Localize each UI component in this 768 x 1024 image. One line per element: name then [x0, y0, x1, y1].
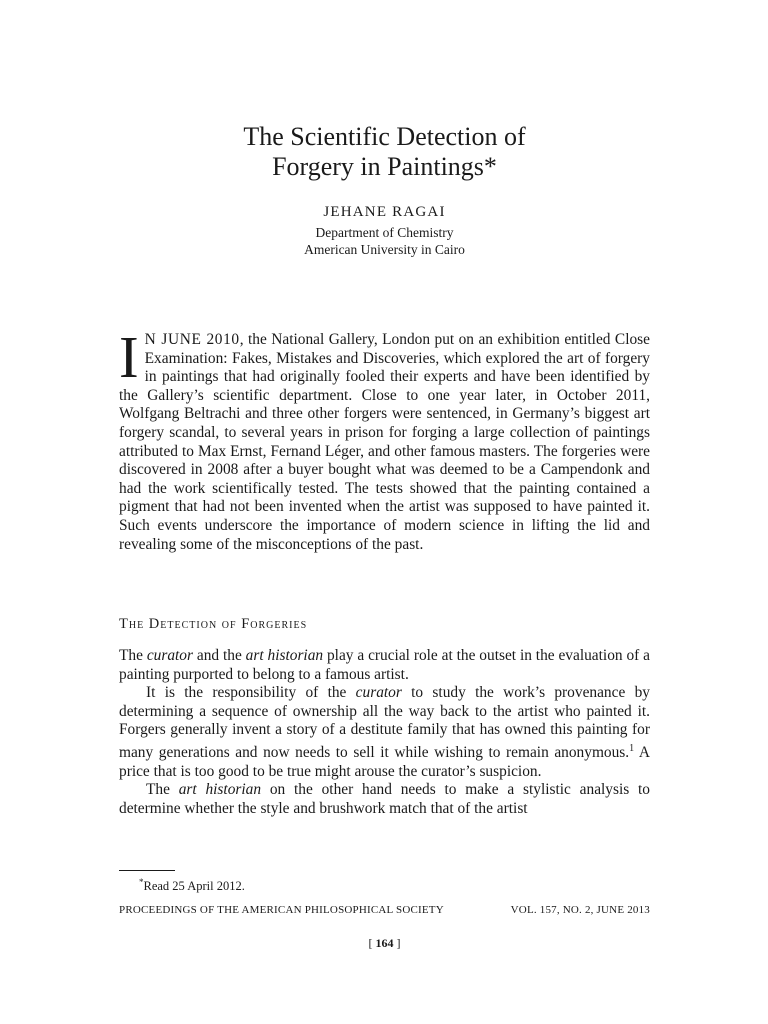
text-run: on the other hand needs to make a stylistic analysis to determine whether the style and brushwork match that of the artist [119, 781, 650, 817]
bracket-open: [ [368, 936, 376, 950]
footnote-reference[interactable]: 1 [629, 742, 635, 754]
italic-term: art historian [178, 781, 262, 799]
drop-cap: I [119, 324, 139, 390]
article-title [119, 122, 650, 182]
affiliation-university: American University in Cairo [304, 242, 465, 257]
text-run: The [119, 647, 147, 664]
author-affiliation [119, 224, 650, 258]
text-run: to study the work’s provenance by determining a sequence of ownership all the way back to the artist who painted it. Forgers generally invent a story of a destitute family that has owned this painting for many generations and now needs to sell it while wishing to remain anonymous. [119, 684, 650, 762]
paragraph-2 [119, 684, 650, 781]
text-run: A price that is too good to be true might arouse the curator’s suspicion. [119, 744, 650, 780]
section-heading: The Detection of Forgeries [119, 616, 308, 632]
article-page [119, 0, 650, 1024]
text-run: It is the responsibility of the [146, 684, 356, 702]
paragraph-3 [119, 781, 650, 818]
italic-term: art historian [245, 647, 324, 664]
text-run: and the [193, 647, 246, 664]
section-body [119, 647, 650, 818]
page-number [119, 936, 650, 951]
paragraph-1 [119, 647, 650, 684]
intro-paragraph [119, 324, 650, 554]
bracket-close: ] [393, 936, 401, 950]
text-run: play a crucial role at the outset in the evaluation of a painting purported to belong to a famous artist. [119, 647, 650, 683]
intro-lead-caps: N JUNE 2010 [144, 331, 240, 348]
italic-term: curator [146, 647, 193, 664]
footnote-marker: * [139, 877, 144, 887]
footnote [139, 877, 245, 894]
footnote-text: Read 25 April 2012. [143, 879, 245, 894]
author-name: JEHANE RAGAI [323, 204, 446, 220]
title-line-2: Forgery in Paintings* [272, 152, 497, 181]
footnote-divider [119, 870, 175, 871]
volume-info: VOL. 157, NO. 2, JUNE 2013 [510, 904, 650, 916]
intro-text: , the National Gallery, London put on an exhibition entitled Close Examination: Fakes, Mistakes and Discoveries, which explored the art of forgery in paintings that had originally fooled their experts and have been identified by the Gallery’s scientific department. Close to one year later, in October 2011, Wolfgang Beltrachi and three other forgers were sentenced, in Germany’s biggest art forgery scandal, to several years in prison for forging a large collection of paintings attributed to Max Ernst, Fernand Léger, and other famous masters. The forgeries were discovered in 2008 after a buyer bought what was deemed to be a Campendonk and had the work scientifically tested. The tests showed that the painting contained a pigment that had not been invented when the artist was supposed to have painted it. Such events underscore the importance of modern science in lifting the lid and revealing some of the misconceptions of the past. [119, 331, 650, 553]
affiliation-department: Department of Chemistry [315, 225, 454, 240]
journal-name: PROCEEDINGS OF THE AMERICAN PHILOSOPHICAL SOCIETY [119, 904, 444, 916]
page-number-value: 164 [375, 936, 394, 950]
italic-term: curator [355, 684, 402, 702]
text-run: The [146, 781, 179, 799]
title-line-1: The Scientific Detection of [243, 122, 526, 151]
